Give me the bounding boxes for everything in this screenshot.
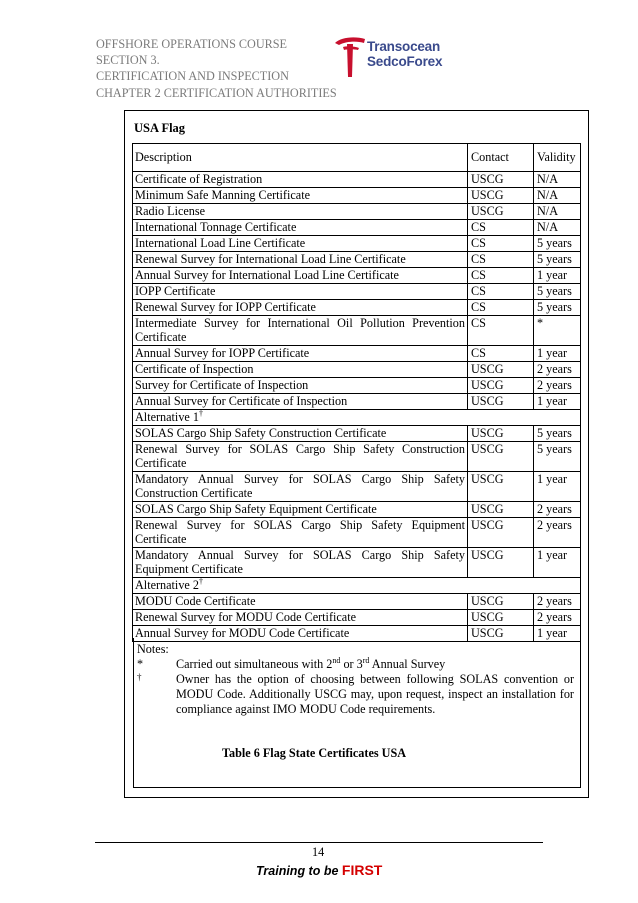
cell-description: Renewal Survey for International Load Line Certificate xyxy=(133,252,468,268)
cell-description: Annual Survey for International Load Line Certificate xyxy=(133,268,468,284)
cell-description: SOLAS Cargo Ship Safety Construction Certificate xyxy=(133,426,468,442)
table-row xyxy=(133,472,581,502)
cell-validity: N/A xyxy=(534,220,581,236)
cell-validity: 5 years xyxy=(534,442,581,472)
alternative-1-row xyxy=(133,410,581,426)
cell-validity: 2 years xyxy=(534,502,581,518)
cell-contact: USCG xyxy=(468,188,534,204)
column-header-validity: Validity xyxy=(534,144,581,172)
cell-contact: CS xyxy=(468,268,534,284)
cell-validity: 2 years xyxy=(534,594,581,610)
cell-contact: USCG xyxy=(468,362,534,378)
cell-validity: 5 years xyxy=(534,236,581,252)
table-row xyxy=(133,426,581,442)
cell-validity: N/A xyxy=(534,172,581,188)
table-row xyxy=(133,204,581,220)
note-asterisk-mark: * xyxy=(137,657,144,671)
note-text-part: Annual Survey xyxy=(369,657,446,671)
cell-validity: 1 year xyxy=(534,472,581,502)
cell-description: SOLAS Cargo Ship Safety Equipment Certificate xyxy=(133,502,468,518)
cell-contact: USCG xyxy=(468,626,534,642)
logo-mark-icon xyxy=(333,35,367,79)
table-row xyxy=(133,316,581,346)
table-row xyxy=(133,188,581,204)
table-row xyxy=(133,442,581,472)
cell-description: Radio License xyxy=(133,204,468,220)
column-header-description: Description xyxy=(133,144,468,172)
cell-contact: USCG xyxy=(468,594,534,610)
alternative-dagger: † xyxy=(198,408,203,418)
header-chapter: CHAPTER 2 CERTIFICATION AUTHORITIES xyxy=(96,85,337,100)
cell-validity: 1 year xyxy=(534,548,581,578)
certificates-table xyxy=(132,143,581,642)
cell-validity: * xyxy=(534,316,581,346)
cell-contact: USCG xyxy=(468,394,534,410)
column-header-contact: Contact xyxy=(468,144,534,172)
table-row xyxy=(133,594,581,610)
cell-description: Mandatory Annual Survey for SOLAS Cargo Ship Safety Equipment Certificate xyxy=(133,548,468,578)
cell-contact: CS xyxy=(468,284,534,300)
table-row xyxy=(133,172,581,188)
cell-validity: 1 year xyxy=(534,394,581,410)
table-row xyxy=(133,300,581,316)
table-row xyxy=(133,502,581,518)
alternative-2-row xyxy=(133,578,581,594)
cell-validity: 5 years xyxy=(534,300,581,316)
cell-contact: USCG xyxy=(468,442,534,472)
cell-validity: 1 year xyxy=(534,626,581,642)
table-row xyxy=(133,378,581,394)
alternative-dagger: † xyxy=(198,576,203,586)
cell-contact: USCG xyxy=(468,502,534,518)
cell-description: Renewal Survey for MODU Code Certificate xyxy=(133,610,468,626)
cell-description: Certificate of Registration xyxy=(133,172,468,188)
cell-contact: USCG xyxy=(468,204,534,220)
logo-wordmark xyxy=(367,39,442,69)
cell-validity: 5 years xyxy=(534,426,581,442)
cell-description: Minimum Safe Manning Certificate xyxy=(133,188,468,204)
cell-description: International Load Line Certificate xyxy=(133,236,468,252)
cell-contact: CS xyxy=(468,316,534,346)
cell-validity: 2 years xyxy=(534,378,581,394)
table-caption: Table 6 Flag State Certificates USA xyxy=(222,746,407,760)
cell-contact: USCG xyxy=(468,172,534,188)
cell-description: Renewal Survey for SOLAS Cargo Ship Safety Construction Certificate xyxy=(133,442,468,472)
cell-validity: 2 years xyxy=(534,518,581,548)
table-row xyxy=(133,284,581,300)
note-sup: nd xyxy=(332,655,341,665)
cell-contact: CS xyxy=(468,346,534,362)
table-row xyxy=(133,346,581,362)
table-row xyxy=(133,236,581,252)
notes-title: Notes: xyxy=(137,642,169,656)
alternative-1-row-label xyxy=(133,410,581,426)
tagline-text: Training to be xyxy=(256,864,342,878)
cell-description: Intermediate Survey for International Oil Pollution Prevention Certificate xyxy=(133,316,468,346)
cell-description: Mandatory Annual Survey for SOLAS Cargo Ship Safety Construction Certificate xyxy=(133,472,468,502)
table-header-row xyxy=(133,144,581,172)
cell-contact: USCG xyxy=(468,472,534,502)
logo-line-2: SedcoForex xyxy=(367,54,443,69)
cell-description: Annual Survey for MODU Code Certificate xyxy=(133,626,468,642)
table-row xyxy=(133,220,581,236)
cell-description: Annual Survey for IOPP Certificate xyxy=(133,346,468,362)
cell-contact: USCG xyxy=(468,548,534,578)
cell-validity: N/A xyxy=(534,204,581,220)
header-section: SECTION 3. xyxy=(96,53,160,68)
cell-description: Certificate of Inspection xyxy=(133,362,468,378)
cell-description: Renewal Survey for SOLAS Cargo Ship Safety Equipment Certificate xyxy=(133,518,468,548)
table-row xyxy=(133,610,581,626)
cell-validity: 1 year xyxy=(534,268,581,284)
footer-divider xyxy=(95,842,543,843)
alternative-2-row-label xyxy=(133,578,581,594)
cell-description: International Tonnage Certificate xyxy=(133,220,468,236)
flag-title: USA Flag xyxy=(134,121,186,135)
cell-description: IOPP Certificate xyxy=(133,284,468,300)
cell-validity: N/A xyxy=(534,188,581,204)
cell-validity: 5 years xyxy=(534,284,581,300)
cell-validity: 5 years xyxy=(534,252,581,268)
table-row xyxy=(133,268,581,284)
note-dagger-mark: † xyxy=(137,672,142,682)
cell-description: Renewal Survey for IOPP Certificate xyxy=(133,300,468,316)
cell-contact: CS xyxy=(468,220,534,236)
header-topic: CERTIFICATION AND INSPECTION xyxy=(96,69,289,84)
note-text-part: or 3 xyxy=(340,657,363,671)
cell-validity: 2 years xyxy=(534,362,581,378)
cell-contact: USCG xyxy=(468,426,534,442)
document-header xyxy=(96,36,337,101)
tagline-highlight: FIRST xyxy=(341,862,383,878)
table-row xyxy=(133,548,581,578)
cell-contact: USCG xyxy=(468,378,534,394)
company-logo xyxy=(333,35,473,79)
header-course: OFFSHORE OPERATIONS COURSE xyxy=(96,37,287,51)
cell-description: Annual Survey for Certificate of Inspection xyxy=(133,394,468,410)
cell-description: Survey for Certificate of Inspection xyxy=(133,378,468,394)
cell-contact: USCG xyxy=(468,610,534,626)
alternative-text: Alternative 1 xyxy=(135,410,199,424)
cell-validity: 2 years xyxy=(534,610,581,626)
table-row xyxy=(133,518,581,548)
table-row xyxy=(133,252,581,268)
page-number: 14 xyxy=(312,845,325,859)
note-sup: rd xyxy=(362,655,370,665)
table-row xyxy=(133,394,581,410)
cell-contact: USCG xyxy=(468,518,534,548)
cell-contact: CS xyxy=(468,236,534,252)
cell-contact: CS xyxy=(468,300,534,316)
cell-description: MODU Code Certificate xyxy=(133,594,468,610)
footer-tagline xyxy=(256,862,382,878)
note-text-part: Carried out simultaneous with 2 xyxy=(176,657,333,671)
note-asterisk-text xyxy=(176,657,574,672)
cell-contact: CS xyxy=(468,252,534,268)
cell-validity: 1 year xyxy=(534,346,581,362)
alternative-text: Alternative 2 xyxy=(135,578,199,592)
logo-line-1: Transocean xyxy=(367,39,441,54)
table-row xyxy=(133,362,581,378)
notes-box xyxy=(133,638,581,788)
note-dagger-text: Owner has the option of choosing between following SOLAS convention or MODU Code. Additionally USCG may, upon request, inspect an installation for compliance against IMO MODU Code requirements. xyxy=(176,672,574,716)
